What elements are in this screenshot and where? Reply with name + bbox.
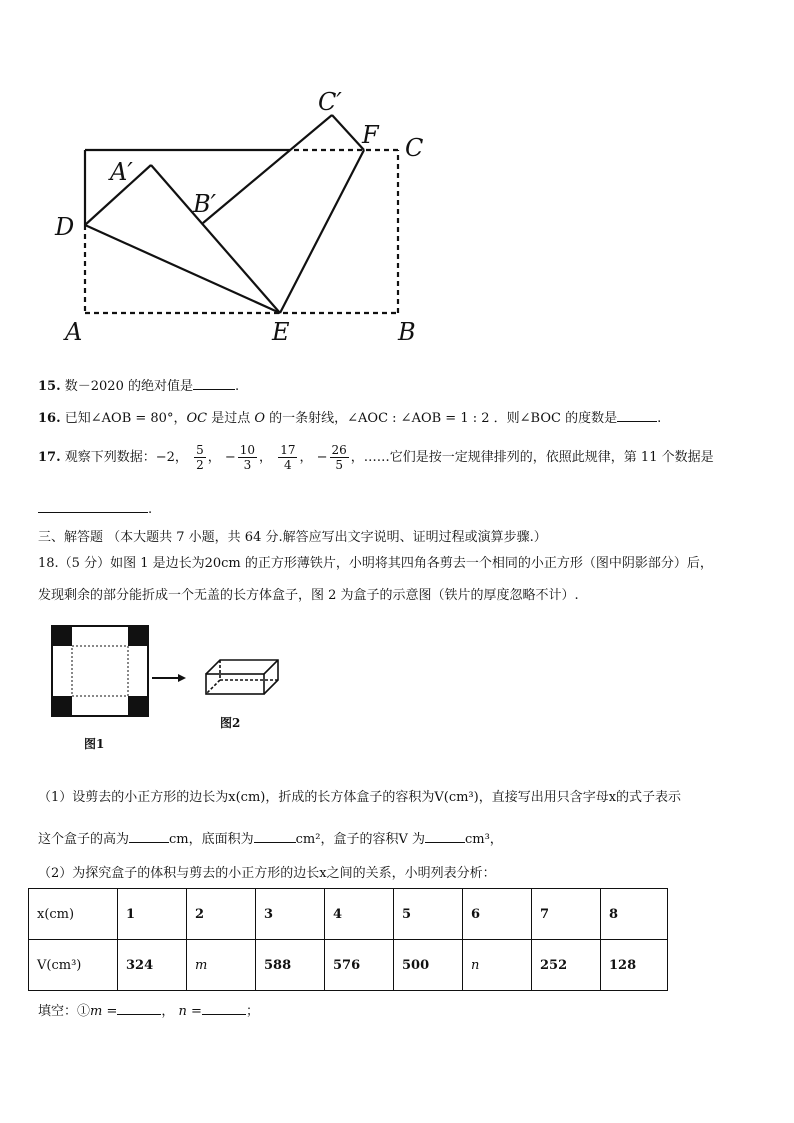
corner-cut [128,626,148,646]
section-heading: 三、解答题 （本大题共 7 小题，共 64 分.解答应写出文字说明、证明过程或演算步骤.） [38,530,547,545]
corner-cut [52,626,72,646]
volume-table [28,888,668,991]
label-C-prime: C′ [318,88,342,116]
edge-EF [280,150,364,313]
question-17: 17. 观察下列数据：−2， $\frac{5}{2}$ ， − $\frac{10}{3}$ ， $\frac{17}{4}$ ， − $\frac{26}{5}$ ，……它们是按一定规律排列的，依照此规律，第 11 个数据是 [38,443,714,472]
answer-blank[interactable] [38,500,148,513]
answer-blank[interactable] [193,377,235,390]
edge-DE [85,225,280,313]
label-D: D [55,213,75,241]
label-B: B [398,318,416,346]
part-1-prompt: （1）设剪去的小正方形的边长为x(cm)，折成的长方体盒子的容积为V(cm³)，直接写出用只含字母x的式子表示 [38,790,682,805]
part-2-prompt: （2）为探究盒子的体积与剪去的小正方形的边长x之间的关系，小明列表分析： [38,866,496,881]
question-18-line2: 发现剩余的部分能折成一个无盖的长方体盒子，图 2 为盒子的示意图（铁片的厚度忽略不计）. [38,588,579,603]
figure-1-caption: 图1 [84,737,105,751]
box-net-figure [40,620,300,760]
height-blank[interactable] [129,830,169,843]
question-18-line1: 18.（5 分）如图 1 是边长为20cm 的正方形薄铁片，小明将其四角各剪去一个相同的小正方形（图中阴影部分）后， [38,556,713,571]
m-blank[interactable] [117,1002,161,1015]
label-E: E [272,318,290,346]
volume-blank[interactable] [425,830,465,843]
corner-cut [128,696,148,716]
fill-in-line: 填空：①m = ， n = ； [38,1004,259,1019]
table-row: V(cm³) 324 m 588 576 500 n 252 128 [29,940,668,991]
question-17-answer: . [38,500,152,517]
fraction: $\frac{26}{5}$ [331,443,347,472]
fraction: $\frac{10}{3}$ [239,443,256,472]
edge-B'C' [203,115,332,223]
question-15: 15. 数－2020 的绝对值是 . [38,379,240,394]
label-A: A [65,318,83,346]
area-blank[interactable] [254,830,296,843]
label-F: F [362,121,379,149]
part-1-blanks: 这个盒子的高为 cm，底面积为 cm²，盒子的容积V 为 cm³， [38,832,503,847]
label-A-prime: A′ [110,158,133,186]
edge-C'F [332,115,364,150]
label-C: C [405,134,424,162]
corner-cut [52,696,72,716]
table-row: x(cm) 1 2 3 4 5 6 7 8 [29,889,668,940]
n-blank[interactable] [202,1002,246,1015]
edge-A'E [151,165,280,313]
fraction: $\frac{17}{4}$ [280,443,296,472]
question-16: 16. 已知∠AOB = 80°，OC 是过点 O 的一条射线，∠AOC : ∠AOB = 1 : 2 ．则∠BOC 的度数是 . [38,411,662,426]
fraction: $\frac{5}{2}$ [196,443,204,472]
label-B-prime: B′ [193,190,217,218]
folding-rectangle-figure [0,0,794,360]
figure-2-caption: 图2 [220,716,241,730]
answer-blank[interactable] [617,409,657,422]
